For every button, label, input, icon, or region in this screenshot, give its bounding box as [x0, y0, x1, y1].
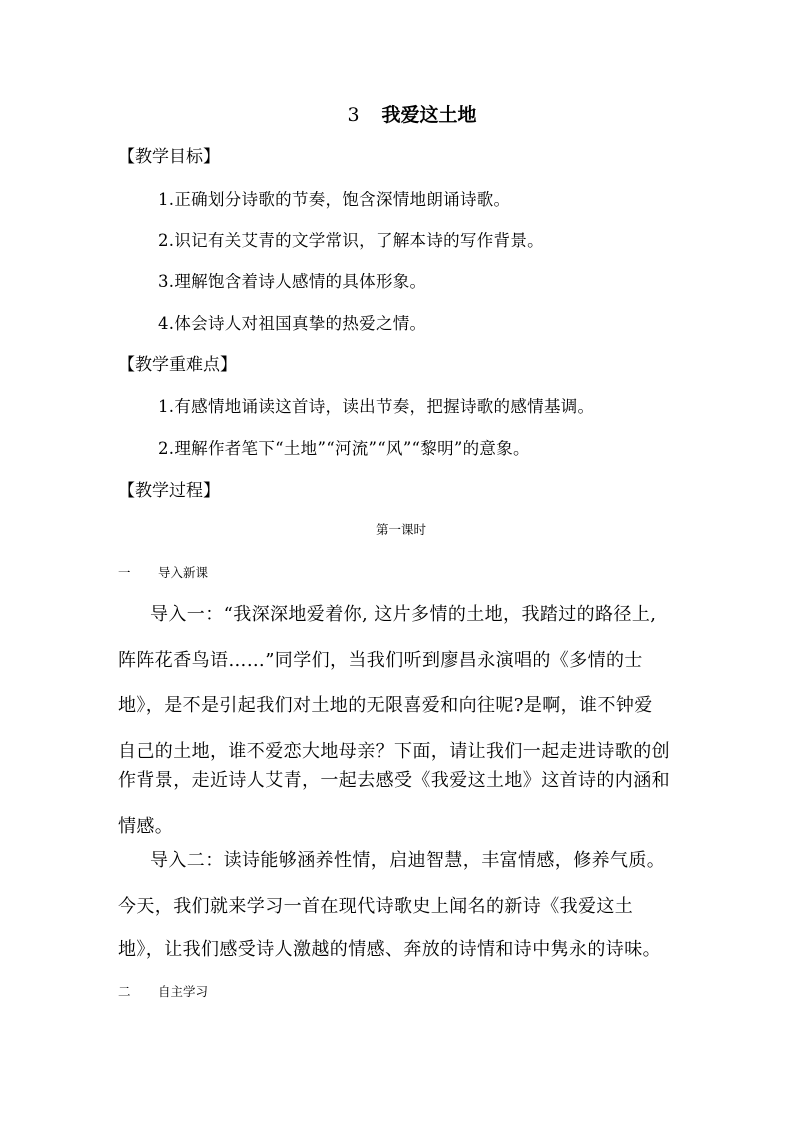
- section-heading-process: 【教学过程】: [118, 481, 220, 501]
- paragraph-line: 今天，我们就来学习一首在现代诗歌史上闻名的新诗《我爱这土: [118, 896, 634, 917]
- goal-item: 3.理解饱含着诗人感情的具体形象。: [158, 272, 427, 291]
- key-point-item: 1.有感情地诵读这首诗，读出节奏，把握诗歌的感情基调。: [158, 397, 595, 416]
- lesson-title: 我爱这土地: [381, 104, 477, 126]
- paragraph-line: 导入二：读诗能够涵养性情，启迪智慧，丰富情感，修养气质。: [150, 850, 666, 871]
- paragraph-line: 作背景，走近诗人艾青，一起去感受《我爱这土地》这首诗的内涵和: [118, 770, 670, 791]
- key-point-item: 2.理解作者笔下“土地”“河流”“风”“黎明”的意象。: [158, 439, 530, 458]
- paragraph-line: 地》，是不是引起我们对土地的无限喜爱和向往呢?是啊，谁不钟爱: [118, 695, 653, 716]
- part-title: 自主学习: [158, 984, 209, 999]
- goal-item: 4.体会诗人对祖国真挚的热爱之情。: [158, 314, 427, 333]
- page-title: [0, 106, 794, 125]
- goal-item: 2.识记有关艾青的文学常识，了解本诗的写作背景。: [158, 231, 544, 250]
- part-heading-self-study: [118, 986, 208, 999]
- part-number: 二: [118, 984, 131, 999]
- goal-item: 1.正确划分诗歌的节奏，饱含深情地朗诵诗歌。: [158, 190, 511, 209]
- paragraph-line: 情感。: [118, 816, 174, 837]
- lesson-number: 3: [347, 104, 360, 126]
- paragraph-line: 导入一：“我深深地爱着你, 这片多情的土地，我踏过的路径上,: [150, 604, 657, 625]
- lesson-label: 第一课时: [375, 522, 426, 537]
- paragraph-line: 自己的土地，谁不爱恋大地母亲？下面，请让我们一起走进诗歌的创: [118, 741, 670, 762]
- part-heading-intro: [118, 567, 208, 580]
- paragraph-line: 地》，让我们感受诗人激越的情感、奔放的诗情和诗中隽永的诗味。: [118, 939, 661, 960]
- part-title: 导入新课: [158, 565, 209, 580]
- section-heading-key-points: 【教学重难点】: [118, 355, 237, 375]
- part-number: 一: [118, 565, 131, 580]
- section-heading-goals: 【教学目标】: [118, 147, 220, 167]
- paragraph-line: 阵阵花香鸟语……”同学们，当我们听到廖昌永演唱的《多情的士: [118, 650, 643, 671]
